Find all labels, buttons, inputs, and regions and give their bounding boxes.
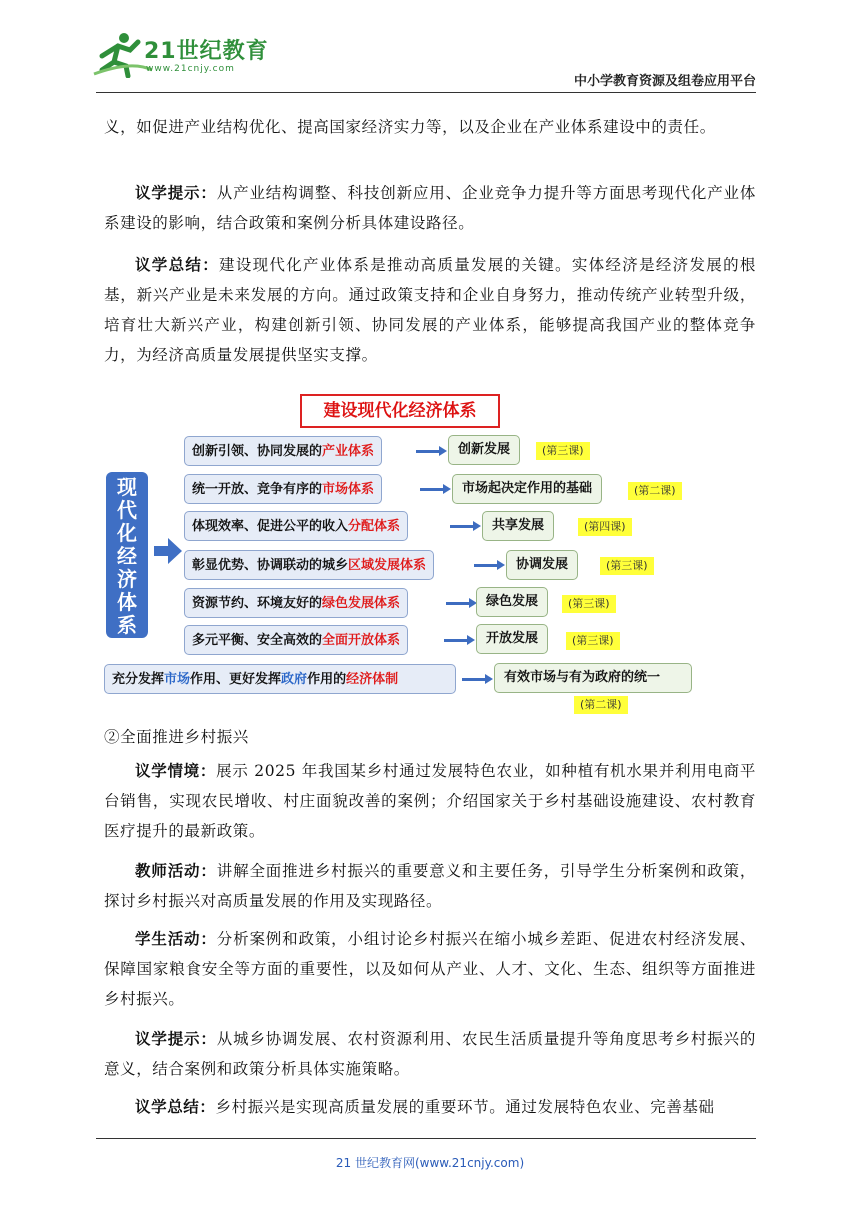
footer-link[interactable]: 21 世纪教育网(www.21cnjy.com)	[335, 1156, 525, 1170]
label-situation: 议学情境：	[135, 762, 217, 780]
lesson-tag: (第三课)	[536, 442, 590, 460]
result-box-coordination: 协调发展	[506, 550, 578, 580]
result-box-green: 绿色发展	[476, 587, 548, 617]
paragraph-summary-2: 议学总结：乡村振兴是实现高质量发展的重要环节。通过发展特色农业、完善基础	[135, 1098, 715, 1116]
arrow-icon	[420, 488, 444, 491]
paragraph-student: 学生活动：分析案例和政策，小组讨论乡村振兴在缩小城乡差距、促进农村经济发展、保障国家粮食安全等方面的重要性，以及如何从产业、人才、文化、生态、组织等方面推进乡村振兴。	[104, 930, 756, 1008]
paragraph-hint: 议学提示：从产业结构调整、科技创新应用、企业竞争力提升等方面思考现代化产业体系建设的影响，结合政策和案例分析具体建设路径。	[104, 184, 756, 232]
label-hint: 议学提示：	[135, 184, 217, 202]
label-summary-2: 议学总结：	[135, 1098, 216, 1116]
paragraph-situation: 议学情境：展示 2025 年我国某乡村通过发展特色农业，如种植有机水果并利用电商平台销售，实现农民增收、村庄面貌改善的案例；介绍国家关于乡村基础设施建设、农村教育医疗提升的最新政策。	[104, 762, 756, 840]
system-box-green: 资源节约、环境友好的绿色发展体系	[184, 588, 408, 618]
result-box-market: 市场起决定作用的基础	[452, 474, 602, 504]
label-summary: 议学总结：	[135, 256, 220, 274]
footer-divider	[96, 1138, 756, 1139]
system-box-economic-system: 充分发挥市场作用、更好发挥政府作用的经济体制	[104, 664, 456, 694]
arrow-icon	[474, 564, 498, 567]
label-teacher: 教师活动：	[135, 862, 217, 880]
diagram-title: 建设现代化经济体系	[300, 394, 500, 428]
lesson-tag: (第三课)	[566, 632, 620, 650]
logo-text: 21世纪教育	[144, 39, 269, 64]
paragraph-continuation: 义，如促进产业结构优化、提高国家经济实力等，以及企业在产业体系建设中的责任。	[104, 118, 716, 136]
logo-url: www.21cnjy.com	[146, 64, 235, 74]
platform-name: 中小学教育资源及组卷应用平台	[573, 74, 756, 89]
paragraph-summary: 议学总结：建设现代化产业体系是推动高质量发展的关键。实体经济是经济发展的根基，新兴产业是未来发展的方向。通过政策支持和企业自身努力，推动传统产业转型升级，培育壮大新兴产业，构建创新引领、协同发展的产业体系，能够提高我国产业的整体竞争力，为经济高质量发展提供坚实支撑。	[104, 256, 756, 364]
lesson-tag: (第二课)	[628, 482, 682, 500]
lesson-tag: (第三课)	[600, 557, 654, 575]
lesson-tag: (第二课)	[574, 696, 628, 714]
result-box-innovation: 创新发展	[448, 435, 520, 465]
system-box-opening: 多元平衡、安全高效的全面开放体系	[184, 625, 408, 655]
system-box-industry: 创新引领、协同发展的产业体系	[184, 436, 382, 466]
arrow-icon	[444, 639, 468, 642]
arrow-icon	[462, 678, 486, 681]
result-box-sharing: 共享发展	[482, 511, 554, 541]
system-box-market: 统一开放、竞争有序的市场体系	[184, 474, 382, 504]
big-arrow-icon	[154, 538, 182, 564]
side-label: 现代化经济体系	[106, 472, 148, 638]
paragraph-teacher: 教师活动：讲解全面推进乡村振兴的重要意义和主要任务，引导学生分析案例和政策，探讨乡村振兴对高质量发展的作用及实现路径。	[104, 862, 756, 910]
arrow-icon	[416, 450, 440, 453]
lesson-tag: (第三课)	[562, 595, 616, 613]
economy-system-diagram	[100, 388, 700, 718]
paragraph-hint-2: 议学提示：从城乡协调发展、农村资源利用、农民生活质量提升等角度思考乡村振兴的意义，结合案例和政策分析具体实施策略。	[104, 1030, 756, 1078]
result-box-opening: 开放发展	[476, 624, 548, 654]
page-header	[0, 0, 860, 96]
label-hint-2: 议学提示：	[135, 1030, 217, 1048]
arrow-icon	[446, 602, 470, 605]
system-box-regional: 彰显优势、协调联动的城乡区域发展体系	[184, 550, 434, 580]
header-divider	[96, 92, 756, 93]
system-box-distribution: 体现效率、促进公平的收入分配体系	[184, 511, 408, 541]
arrow-icon	[450, 525, 474, 528]
result-box-market-government: 有效市场与有为政府的统一	[494, 663, 692, 693]
label-student: 学生活动：	[135, 930, 217, 948]
section-heading: ②全面推进乡村振兴	[104, 728, 249, 746]
lesson-tag: (第四课)	[578, 518, 632, 536]
